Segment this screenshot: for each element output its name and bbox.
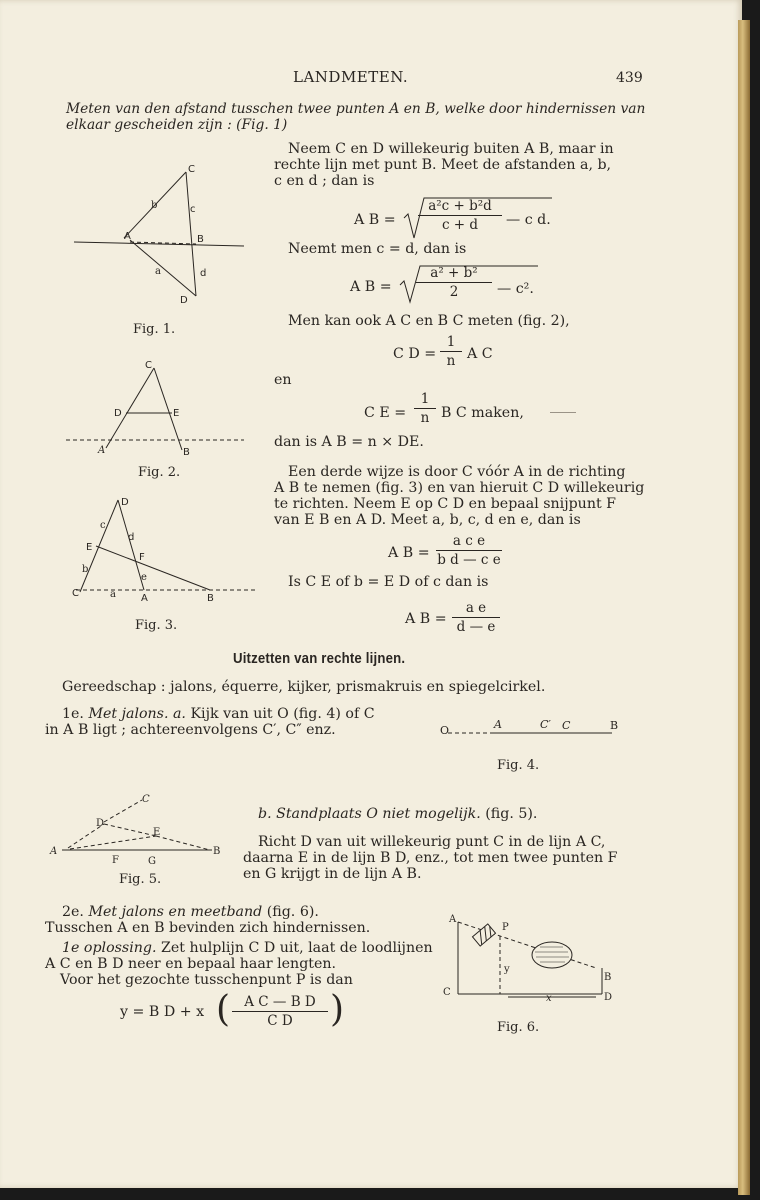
para4: dan is A B = n × DE. (274, 434, 424, 450)
tools-line: Gereedschap : jalons, équerre, kijker, prismakruis en spiegelcirkel. (62, 679, 546, 695)
item1-label: Met jalons. (88, 706, 169, 722)
para5-line4: van E B en A D. Meet a, b, c, d en e, dan is (274, 512, 581, 528)
page-number: 439 (616, 70, 643, 86)
formula6-lhs: A B = (405, 611, 447, 627)
formula7-denominator: C D (267, 1013, 293, 1029)
item1-text1: Kijk van uit O (fig. 4) of C (190, 706, 375, 722)
para6: Is C E of b = E D of c dan is (288, 574, 489, 590)
item1b-label: b. (258, 806, 272, 822)
fig6-obstacle-ellipse (532, 942, 572, 968)
formula7-numerator: A C — B D (232, 994, 328, 1012)
running-title: LANDMETEN. (293, 68, 409, 86)
formula6-numerator: a e (452, 600, 500, 618)
fig3-label-e: e (141, 572, 147, 583)
fig4-diagram (440, 718, 618, 737)
fig2-diagram (66, 360, 244, 458)
page-edge (738, 20, 750, 1195)
fig2-label-B: B (183, 447, 190, 458)
formula7-lhs: y = B D + x (120, 1004, 205, 1020)
formula3-tail: A C (467, 346, 493, 362)
formula1-tail: — c d. (506, 212, 551, 228)
fig3-diagram (72, 497, 258, 604)
formula6-denominator: d — e (456, 619, 496, 635)
fig3-label-c: c (100, 520, 106, 531)
item2-text2: A C en B D neer en bepaal haar lengten. (45, 956, 337, 972)
formula4-denominator: n (420, 410, 430, 426)
fig5-label-E: E (153, 827, 161, 838)
fig6-label-B: B (604, 972, 612, 983)
formula2-lhs: A B = (350, 279, 392, 295)
fig3-label-d: d (128, 532, 135, 543)
fig2-label-C: C (145, 360, 152, 371)
fig1-label-D: D (180, 295, 188, 306)
radical-sign-2 (400, 266, 538, 302)
fig4-label-B: B (610, 719, 619, 732)
item1-sub: a. (172, 706, 186, 722)
fig5-label-G: G (148, 856, 156, 867)
fig3-caption: Fig. 3. (135, 618, 178, 633)
item2-ref: (fig. 6). (266, 904, 319, 920)
fig5-label-F: F (112, 855, 119, 866)
formula1-lhs: A B = (354, 212, 396, 228)
intro-line-2: elkaar gescheiden zijn : (Fig. 1) (66, 117, 288, 133)
para1-line1: Neem C en D willekeurig buiten A B, maar in (288, 141, 614, 157)
fig4-label-C-prime: C′ (540, 718, 551, 731)
fig5-label-D: D (96, 818, 105, 829)
formula1-numerator: a²c + b²d (418, 198, 502, 216)
fig1-label-a: a (155, 266, 161, 277)
fig1-label-C: C (188, 164, 195, 175)
fig1-label-b: b (151, 200, 158, 211)
formula2-numerator: a² + b² (416, 265, 492, 283)
fig2-label-D: D (114, 408, 122, 419)
formula2-denominator: 2 (449, 284, 459, 300)
para3: Men kan ook A C en B C meten (fig. 2), (288, 313, 570, 329)
fig6-label-y: y (504, 964, 510, 975)
intro-line-1: Meten van den afstand tusschen twee punten A en B, welke door hindernissen van (66, 101, 646, 117)
fig1-label-c: c (190, 204, 196, 215)
formula3-lhs: C D = (393, 346, 437, 362)
fig5-label-A: A (50, 846, 58, 857)
fig5-label-C: C (142, 794, 150, 805)
fig5-label-B: B (213, 846, 221, 857)
item1b-title: Standplaats O niet mogelijk. (276, 806, 481, 822)
fig6-obstacle-rect (472, 924, 495, 946)
fig3-label-a: a (110, 589, 116, 600)
fig6-label-P: P (502, 922, 509, 933)
formula4-tail: B C maken, (441, 405, 524, 421)
item1-text2: in A B ligt ; achtereenvolgens C′, C″ enz. (45, 722, 336, 738)
fig1-label-d: d (200, 268, 207, 279)
item2-solution-text: Zet hulplijn C D uit, laat de loodlijnen (160, 940, 433, 956)
para5-line1: Een derde wijze is door C vóór A in de richting (288, 464, 626, 480)
para1-line3: c en d ; dan is (274, 173, 375, 189)
fig6-label-D: D (604, 992, 613, 1003)
item1-number: 1e. (62, 706, 84, 722)
fig1-label-A: A (124, 231, 131, 242)
formula7-open-paren: ( (216, 989, 231, 1030)
section-heading: Uitzetten van rechte lijnen. (233, 650, 406, 667)
fig3-label-A: A (141, 593, 148, 604)
fig3-label-F: F (139, 552, 145, 563)
fig6-label-A: A (449, 914, 457, 925)
formula4-numerator: 1 (414, 391, 436, 409)
fig5-caption: Fig. 5. (119, 872, 162, 887)
fig3-label-D: D (121, 497, 129, 508)
formula5-numerator: a c e (436, 533, 502, 551)
radical-sign-1 (404, 198, 552, 238)
formula4-lhs: C E = (364, 405, 407, 421)
formula5-lhs: A B = (388, 545, 430, 561)
formula3-denominator: n (446, 353, 456, 369)
fig6-label-x: x (546, 993, 552, 1004)
fig3-label-b: b (82, 564, 89, 575)
item2-text1: Tusschen A en B bevinden zich hindernissen. (45, 920, 371, 936)
item1b-ref: (fig. 5). (485, 806, 538, 822)
fig2-label-E: E (173, 408, 180, 419)
para1-line2: rechte lijn met punt B. Meet de afstanden a, b, (274, 157, 612, 173)
fig1-caption: Fig. 1. (133, 322, 176, 337)
formula2-tail: — c². (497, 281, 534, 297)
fig5-diagram (49, 794, 220, 867)
fig1-label-B: B (197, 234, 204, 245)
item1b-text3: en G krijgt in de lijn A B. (243, 866, 422, 882)
fig4-label-A: A (494, 718, 502, 731)
fig3-label-C: C (72, 588, 79, 599)
formula3-numerator: 1 (440, 334, 462, 352)
fig6-label-C: C (443, 987, 451, 998)
item2-number: 2e. (62, 904, 84, 920)
fig3-label-E: E (86, 542, 93, 553)
item2-label: Met jalons en meetband (88, 904, 263, 920)
formula5-denominator: b d — c e (437, 552, 501, 568)
para5-line2: A B te nemen (fig. 3) en van hieruit C D willekeurig (274, 480, 645, 496)
fig4-caption: Fig. 4. (497, 758, 540, 773)
fig3-label-B: B (207, 593, 214, 604)
formula1-denominator: c + d (441, 217, 479, 233)
formula7-close-paren: ) (330, 989, 345, 1030)
fig6-caption: Fig. 6. (497, 1020, 540, 1035)
item1b-text1: Richt D van uit willekeurig punt C in de lijn A C, (258, 834, 606, 850)
item2-solution-label: 1e oplossing. (62, 940, 157, 956)
fig6-diagram (443, 914, 612, 1004)
fig1-diagram (74, 164, 244, 306)
para2: Neemt men c = d, dan is (288, 241, 467, 257)
word-en: en (274, 372, 292, 388)
fig4-label-C: C (562, 719, 571, 732)
para5-line3: te richten. Neem E op C D en bepaal snijpunt F (274, 496, 617, 512)
item1b-text2: daarna E in de lijn B D, enz., tot men twee punten F (243, 850, 618, 866)
fig4-label-O: O (440, 724, 450, 737)
fig2-caption: Fig. 2. (138, 465, 181, 480)
item2-text3: Voor het gezochte tusschenpunt P is dan (60, 972, 353, 988)
fig2-label-A: A (98, 445, 106, 456)
